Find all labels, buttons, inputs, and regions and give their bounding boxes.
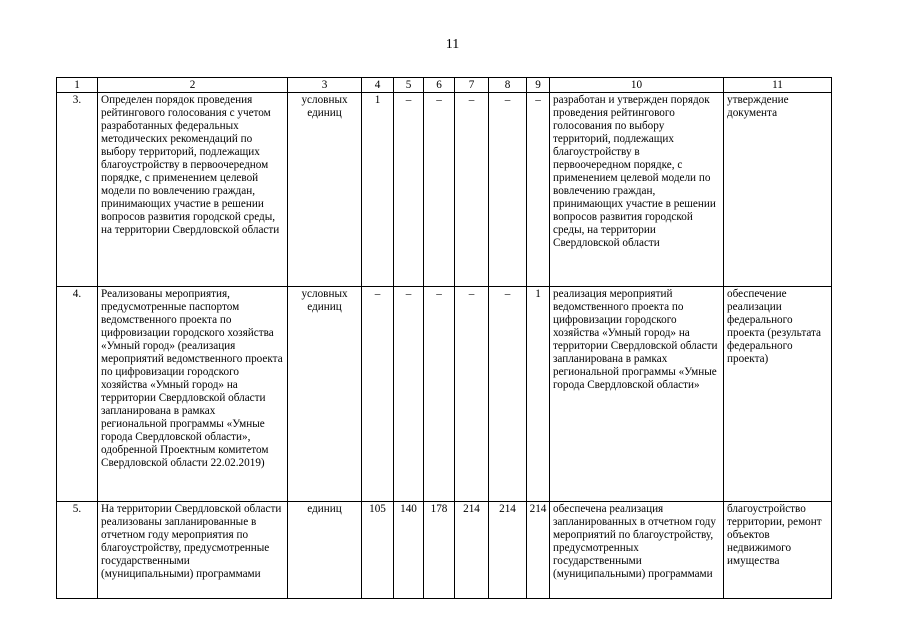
column-header: 4 <box>362 78 394 93</box>
unit-cell: условных единиц <box>288 93 362 287</box>
characteristic-cell: разработан и утвержден порядок проведения рейтингового голосования по выбору территорий, подлежащих благоустройству в первоочередном порядке, с применением целевой модели по вовлечению граждан, принимающих участие в решении вопросов развития городской среды, на территории Свердловской области <box>550 93 724 287</box>
column-header: 9 <box>527 78 550 93</box>
table-row <box>57 93 832 287</box>
value-cell: 1 <box>362 93 394 287</box>
value-cell: 178 <box>424 502 455 599</box>
unit-cell: единиц <box>288 502 362 599</box>
column-header: 11 <box>724 78 832 93</box>
value-cell: 214 <box>527 502 550 599</box>
unit-cell: условных единиц <box>288 287 362 502</box>
value-cell: – <box>424 287 455 502</box>
row-number-cell: 5. <box>57 502 98 599</box>
value-cell: – <box>455 287 489 502</box>
value-cell: 140 <box>394 502 424 599</box>
type-cell: благоустройство территории, ремонт объектов недвижимого имущества <box>724 502 832 599</box>
value-cell: 105 <box>362 502 394 599</box>
value-cell: – <box>394 287 424 502</box>
column-header: 3 <box>288 78 362 93</box>
column-header: 8 <box>489 78 527 93</box>
value-cell: 214 <box>455 502 489 599</box>
value-cell: 214 <box>489 502 527 599</box>
value-cell: – <box>489 287 527 502</box>
type-cell: обеспечение реализации федерального проекта (результата федерального проекта) <box>724 287 832 502</box>
indicators-table <box>56 77 832 599</box>
characteristic-cell: реализация мероприятий ведомственного проекта по цифровизации городского хозяйства «Умный город» на территории Свердловской области запланирована в рамках региональной программы «Умные города Свердловской области» <box>550 287 724 502</box>
page-number: 11 <box>445 37 460 52</box>
table-row <box>57 287 832 502</box>
result-description-cell: Реализованы мероприятия, предусмотренные паспортом ведомственного проекта по цифровизации городского хозяйства «Умный город» (реализация мероприятий ведомственного проекта по цифровизации городского хозяйства «Умный город» на территории Свердловской области запланирована в рамках региональной программы «Умные города Свердловской области», одобренной Проектным комитетом Свердловской области 22.02.2019) <box>98 287 288 502</box>
column-header: 10 <box>550 78 724 93</box>
value-cell: – <box>362 287 394 502</box>
value-cell: – <box>394 93 424 287</box>
value-cell: – <box>527 93 550 287</box>
row-number-cell: 3. <box>57 93 98 287</box>
result-description-cell: На территории Свердловской области реализованы запланированные в отчетном году мероприятия по благоустройству, предусмотренные государственными (муниципальными) программами <box>98 502 288 599</box>
type-cell: утверждение документа <box>724 93 832 287</box>
column-header: 2 <box>98 78 288 93</box>
column-header: 6 <box>424 78 455 93</box>
table-row <box>57 502 832 599</box>
value-cell: – <box>455 93 489 287</box>
result-description-cell: Определен порядок проведения рейтингового голосования с учетом разработанных федеральных методических рекомендаций по выбору территорий, подлежащих благоустройству в первоочередном порядке, с применением целевой модели по вовлечению граждан, принимающих участие в решении вопросов развития городской среды, на территории Свердловской области <box>98 93 288 287</box>
value-cell: – <box>424 93 455 287</box>
table-header-row <box>57 78 832 93</box>
column-header: 7 <box>455 78 489 93</box>
row-number-cell: 4. <box>57 287 98 502</box>
value-cell: 1 <box>527 287 550 502</box>
value-cell: – <box>489 93 527 287</box>
column-header: 5 <box>394 78 424 93</box>
column-header: 1 <box>57 78 98 93</box>
characteristic-cell: обеспечена реализация запланированных в отчетном году мероприятий по благоустройству, предусмотренных государственными (муниципальными) программами <box>550 502 724 599</box>
